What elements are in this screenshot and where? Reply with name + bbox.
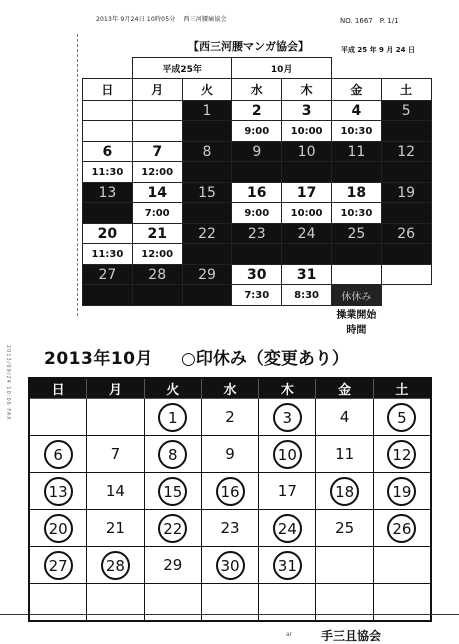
calendar-day-cell xyxy=(29,473,87,510)
fax-date-cell: 22 xyxy=(182,224,232,244)
fax-time-cell xyxy=(182,121,232,142)
calendar-dow-1: 月 xyxy=(87,378,144,399)
fax-date-cell: 12 xyxy=(381,142,431,162)
calendar-day-cell xyxy=(259,436,316,473)
fax-time-cell xyxy=(282,244,332,265)
fax-time-cell xyxy=(331,162,381,183)
fax-date-cell: 11 xyxy=(331,142,381,162)
fax-side-stamp: 2013/09/24 10:06 FAX xyxy=(5,345,11,421)
fax-time-cell xyxy=(182,203,232,224)
fax-date-cell: 18 xyxy=(331,183,381,203)
fax-date-cell: 9 xyxy=(232,142,282,162)
fax-date-cell: 21 xyxy=(132,224,182,244)
calendar-day-cell xyxy=(201,547,258,584)
footer-text: 手三且協会 xyxy=(321,629,382,643)
day-number: 17 xyxy=(277,482,297,500)
calendar-day-cell xyxy=(144,436,201,473)
footer-divider xyxy=(0,614,459,615)
fax-date-cell xyxy=(83,101,133,121)
fax-date-cell xyxy=(331,265,381,285)
fax-time-cell xyxy=(381,121,431,142)
day-number: 23 xyxy=(220,519,240,537)
fax-date-cell: 23 xyxy=(232,224,282,244)
fax-time-cell xyxy=(83,121,133,142)
calendar-day-cell xyxy=(201,584,258,622)
calendar-day-cell xyxy=(29,584,87,622)
calendar-day-cell xyxy=(316,584,373,622)
calendar-day-cell xyxy=(373,510,431,547)
calendar-day-cell xyxy=(144,510,201,547)
calendar-day-cell xyxy=(259,399,316,436)
calendar-day-cell xyxy=(259,584,316,622)
calendar-title: 2013年10月 xyxy=(44,349,153,369)
fax-date-cell: 19 xyxy=(381,183,431,203)
fax-time-cell xyxy=(182,285,232,306)
calendar-day-cell xyxy=(373,399,431,436)
fax-header-sender: 西三河腰痛協会 xyxy=(183,16,227,23)
calendar-day-cell xyxy=(87,399,144,436)
fax-date-cell: 10 xyxy=(282,142,332,162)
calendar-day-cell xyxy=(259,510,316,547)
fax-legend-start: 操業開始時間 xyxy=(336,310,377,336)
calendar-day-cell xyxy=(259,473,316,510)
day-number: 9 xyxy=(225,445,235,463)
fax-time-cell xyxy=(381,162,431,183)
fax-time-cell xyxy=(83,285,133,306)
fax-time-cell: 10:30 xyxy=(331,203,381,224)
calendar-day-cell xyxy=(87,510,144,547)
calendar-day-cell xyxy=(29,510,87,547)
fax-dow-1: 月 xyxy=(132,79,182,101)
calendar-day-cell xyxy=(316,473,373,510)
fax-date-cell: 30 xyxy=(232,265,282,285)
calendar-day-cell xyxy=(201,510,258,547)
calendar-day-cell xyxy=(201,473,258,510)
holiday-day-number: 30 xyxy=(216,551,245,580)
fax-date-cell: 2 xyxy=(232,101,282,121)
fax-time-cell: 11:30 xyxy=(83,162,133,183)
fax-date-cell: 17 xyxy=(282,183,332,203)
holiday-day-number: 8 xyxy=(158,440,187,469)
fax-date-cell: 25 xyxy=(331,224,381,244)
fax-page-number: NO. 1667 P. 1/1 xyxy=(340,17,399,25)
fax-date-cell: 29 xyxy=(182,265,232,285)
fax-time-cell xyxy=(232,162,282,183)
fax-date-cell: 31 xyxy=(282,265,332,285)
calendar-day-cell xyxy=(29,547,87,584)
fax-date-cell: 5 xyxy=(381,101,431,121)
fax-calendar xyxy=(82,57,432,336)
fax-title: 【西三河腰マンガ協会】 xyxy=(188,40,309,53)
fax-dow-3: 水 xyxy=(232,79,282,101)
fax-date-cell: 26 xyxy=(381,224,431,244)
holiday-day-number: 6 xyxy=(44,440,73,469)
calendar-day-cell xyxy=(316,547,373,584)
calendar-day-cell xyxy=(201,399,258,436)
calendar-dow-4: 木 xyxy=(259,378,316,399)
fax-time-cell xyxy=(381,244,431,265)
calendar-dow-3: 水 xyxy=(201,378,258,399)
fax-time-cell xyxy=(331,244,381,265)
calendar-dow-2: 火 xyxy=(144,378,201,399)
calendar-day-cell xyxy=(144,473,201,510)
holiday-day-number: 18 xyxy=(330,477,359,506)
fax-dow-5: 金 xyxy=(331,79,381,101)
holiday-day-number: 27 xyxy=(44,551,73,580)
fax-time-cell xyxy=(232,244,282,265)
calendar-day-cell xyxy=(144,547,201,584)
fax-time-cell: 12:00 xyxy=(132,244,182,265)
day-number: 2 xyxy=(225,408,235,426)
fax-time-cell: 10:00 xyxy=(282,121,332,142)
fax-date-cell: 15 xyxy=(182,183,232,203)
calendar-day-cell xyxy=(316,436,373,473)
calendar-day-cell xyxy=(201,436,258,473)
fax-time-cell: 9:00 xyxy=(232,203,282,224)
fax-legend-closed: 休休み xyxy=(331,285,381,306)
day-number: 14 xyxy=(105,482,125,500)
fax-time-cell xyxy=(282,162,332,183)
fax-time-cell xyxy=(132,121,182,142)
fax-date-cell: 7 xyxy=(132,142,182,162)
holiday-day-number: 12 xyxy=(387,440,416,469)
fax-month-label: 10月 xyxy=(232,58,332,79)
fax-date-cell: 28 xyxy=(132,265,182,285)
calendar-day-cell xyxy=(29,436,87,473)
calendar-day-cell xyxy=(144,399,201,436)
fax-dow-2: 火 xyxy=(182,79,232,101)
holiday-day-number: 31 xyxy=(273,551,302,580)
calendar-day-cell xyxy=(144,584,201,622)
calendar-day-cell xyxy=(373,436,431,473)
fax-time-cell: 8:30 xyxy=(282,285,332,306)
fax-time-cell xyxy=(381,285,431,306)
holiday-day-number: 3 xyxy=(273,403,302,432)
fax-era-label: 平成25年 xyxy=(132,58,232,79)
fax-time-cell: 7:00 xyxy=(132,203,182,224)
holiday-day-number: 22 xyxy=(158,514,187,543)
day-number: 7 xyxy=(110,445,121,463)
calendar-day-cell xyxy=(87,584,144,622)
day-number: 4 xyxy=(339,408,350,426)
calendar-dow-5: 金 xyxy=(316,378,373,399)
fax-dow-0: 日 xyxy=(83,79,133,101)
fax-date-cell: 16 xyxy=(232,183,282,203)
fax-date-cell: 13 xyxy=(83,183,133,203)
calendar-dow-6: 土 xyxy=(373,378,431,399)
fax-date-cell: 4 xyxy=(331,101,381,121)
fax-date-cell: 24 xyxy=(282,224,332,244)
holiday-day-number: 20 xyxy=(44,514,73,543)
calendar-day-cell xyxy=(373,584,431,622)
footer-mark: ar xyxy=(286,631,293,638)
calendar-day-cell xyxy=(87,473,144,510)
calendar-day-cell xyxy=(259,547,316,584)
holiday-day-number: 13 xyxy=(44,477,73,506)
calendar-subtitle: ○印休み（変更あり） xyxy=(181,349,349,369)
calendar-dow-0: 日 xyxy=(29,378,87,399)
holiday-day-number: 5 xyxy=(387,403,416,432)
calendar-day-cell xyxy=(29,399,87,436)
fax-time-cell xyxy=(182,162,232,183)
fax-time-cell xyxy=(132,285,182,306)
calendar-day-cell xyxy=(87,436,144,473)
holiday-day-number: 19 xyxy=(387,477,416,506)
fax-time-cell: 9:00 xyxy=(232,121,282,142)
holiday-day-number: 28 xyxy=(101,551,130,580)
fax-header-date: 2013年 9月24日 10時05分 xyxy=(96,16,176,23)
calendar-day-cell xyxy=(373,473,431,510)
day-number: 21 xyxy=(105,519,125,537)
holiday-day-number: 24 xyxy=(273,514,302,543)
fax-time-cell xyxy=(381,203,431,224)
calendar-day-cell xyxy=(373,547,431,584)
fax-time-cell: 12:00 xyxy=(132,162,182,183)
calendar-day-cell xyxy=(87,547,144,584)
fax-header xyxy=(96,14,235,23)
holiday-calendar xyxy=(28,377,432,622)
fax-time-cell xyxy=(83,203,133,224)
fax-time-cell xyxy=(182,244,232,265)
holiday-day-number: 26 xyxy=(387,514,416,543)
fax-date-cell xyxy=(132,101,182,121)
holiday-day-number: 15 xyxy=(158,477,187,506)
holiday-day-number: 1 xyxy=(158,403,187,432)
holiday-day-number: 16 xyxy=(216,477,245,506)
fax-date-cell: 3 xyxy=(282,101,332,121)
holiday-day-number: 10 xyxy=(273,440,302,469)
calendar-day-cell xyxy=(316,399,373,436)
fax-time-cell: 11:30 xyxy=(83,244,133,265)
fax-doc-date: 平成 25 年 9 月 24 日 xyxy=(341,46,415,54)
day-number: 25 xyxy=(335,519,355,537)
fax-time-cell: 10:30 xyxy=(331,121,381,142)
fax-date-cell: 8 xyxy=(182,142,232,162)
fax-dow-4: 木 xyxy=(282,79,332,101)
calendar-day-cell xyxy=(316,510,373,547)
day-number: 11 xyxy=(335,445,355,463)
fax-date-cell: 1 xyxy=(182,101,232,121)
fax-dow-6: 土 xyxy=(381,79,431,101)
fax-date-cell xyxy=(381,265,431,285)
fax-date-cell: 27 xyxy=(83,265,133,285)
fax-time-cell: 10:00 xyxy=(282,203,332,224)
fax-date-cell: 20 xyxy=(83,224,133,244)
fax-time-cell: 7:30 xyxy=(232,285,282,306)
day-number: 29 xyxy=(163,556,183,574)
fax-date-cell: 6 xyxy=(83,142,133,162)
fax-date-cell: 14 xyxy=(132,183,182,203)
